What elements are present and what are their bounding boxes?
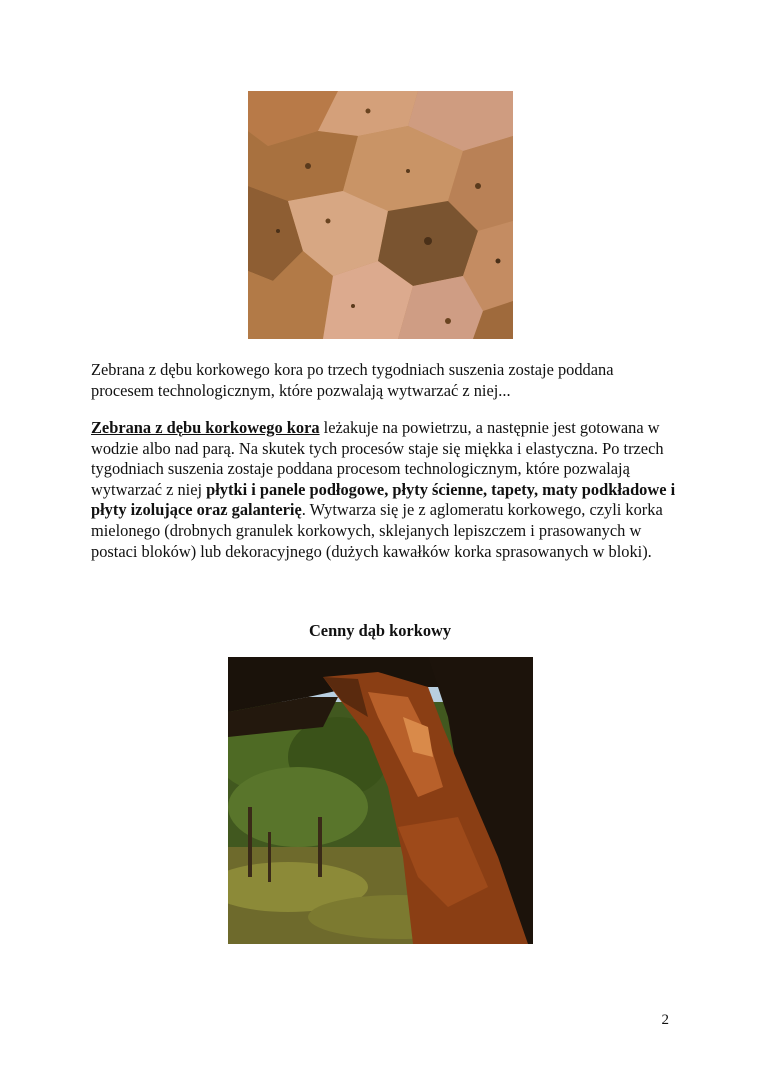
cork-texture-image: [248, 91, 513, 339]
section-heading: Cenny dąb korkowy: [308, 621, 452, 640]
intro-paragraph: Zebrana z dębu korkowego kora po trzech tygodniach suszenia zostaje poddana procesem technologicznym, które pozwalają wytwarzać z niej...: [91, 360, 614, 400]
description-paragraph: [91, 418, 677, 562]
page-number: 2: [661, 1012, 669, 1028]
cork-oak-image: [228, 657, 533, 944]
paragraph-text-1: leżakuje na powietrzu, a następnie jest gotowana w wodzie albo nad parą. Na skutek tych procesów staje się miękka i elastyczna. Po trzech tygodniach suszenia zostaje poddana procesom technologicznym, które pozwalają wytwarzać z niej: [91, 418, 664, 499]
paragraph-lead: Zebrana z dębu korkowego kora: [91, 418, 320, 437]
products-list: płytki i panele podłogowe, płyty ścienne, tapety, maty podkładowe i płyty izolujące oraz galanterię: [91, 479, 676, 520]
paragraph-text-2: . Wytwarza się je z aglomeratu korkowego, czyli korka mielonego (drobnych granulek korkowych, sklejanych lepiszczem i prasowanych w postaci bloków) lub dekoracyjnego (dużych kawałków korka sprasowanych w bloki).: [91, 500, 663, 561]
